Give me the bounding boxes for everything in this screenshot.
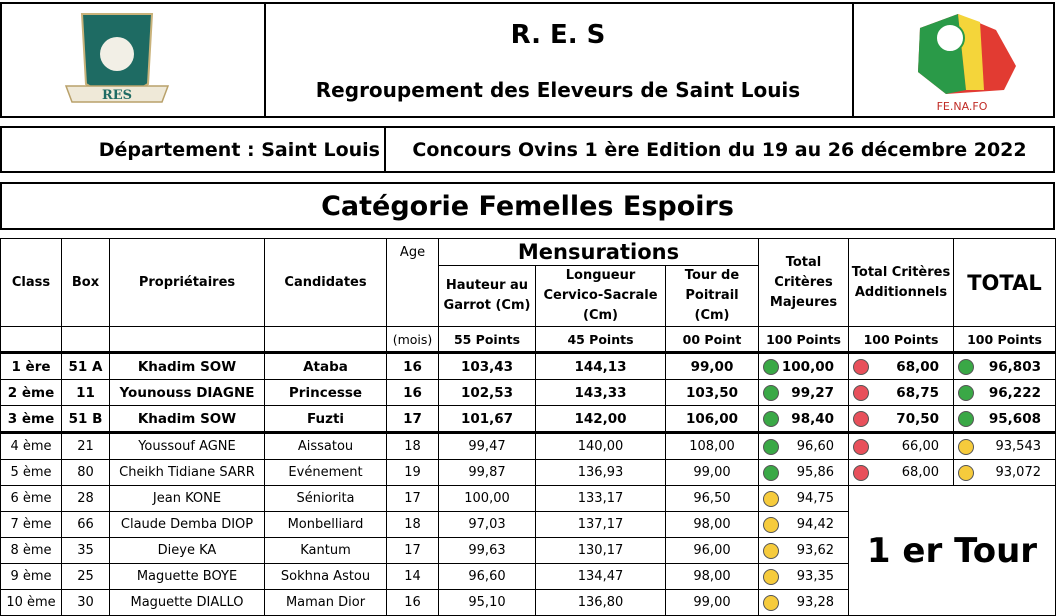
status-dot-icon xyxy=(853,465,869,481)
status-dot-icon xyxy=(958,465,974,481)
status-dot-icon xyxy=(763,385,779,401)
col-class: Class xyxy=(1,239,62,327)
cell-hauteur: 99,63 xyxy=(439,538,536,564)
cell-tcm xyxy=(759,406,849,433)
cell-tour: 106,00 xyxy=(666,406,759,433)
pts-tour: 00 Point xyxy=(666,327,759,353)
cell-tca xyxy=(849,380,954,406)
cell-owner: Cheikh Tidiane SARR xyxy=(110,460,265,486)
cell-box: 66 xyxy=(62,512,110,538)
cell-box: 28 xyxy=(62,486,110,512)
cell-candidate: Evénement xyxy=(265,460,387,486)
cell-class: 4 ème xyxy=(1,433,62,460)
status-dot-icon xyxy=(958,385,974,401)
cell-candidate: Princesse xyxy=(265,380,387,406)
cell-tour: 98,00 xyxy=(666,564,759,590)
cell-owner: Maguette BOYE xyxy=(110,564,265,590)
fenafo-logo xyxy=(852,4,1055,116)
cell-longueur: 133,17 xyxy=(536,486,666,512)
cell-total-value: 96,222 xyxy=(988,384,1041,401)
cell-tca-value: 68,00 xyxy=(901,465,939,480)
pts-tcm: 100 Points xyxy=(759,327,849,353)
cell-hauteur: 99,47 xyxy=(439,433,536,460)
cell-tca xyxy=(849,353,954,380)
cell-class: 6 ème xyxy=(1,486,62,512)
cell-tcm xyxy=(759,564,849,590)
cell-tcm-value: 94,75 xyxy=(796,491,834,506)
cell-total xyxy=(954,353,1056,380)
col-candidate: Candidates xyxy=(265,239,387,327)
cell-class: 1 ère xyxy=(1,353,62,380)
cell-owner: Khadim SOW xyxy=(110,406,265,433)
cell-owner: Jean KONE xyxy=(110,486,265,512)
cell-total-value: 95,608 xyxy=(988,410,1041,427)
cell-longueur: 134,47 xyxy=(536,564,666,590)
cell-tcm xyxy=(759,486,849,512)
cell-tour: 108,00 xyxy=(666,433,759,460)
cell-age: 17 xyxy=(387,486,439,512)
cell-candidate: Maman Dior xyxy=(265,590,387,616)
cell-tour: 103,50 xyxy=(666,380,759,406)
col-total: TOTAL xyxy=(954,239,1056,327)
cell-longueur: 136,93 xyxy=(536,460,666,486)
cell-hauteur: 102,53 xyxy=(439,380,536,406)
cell-owner: Youssouf AGNE xyxy=(110,433,265,460)
contest-label: Concours Ovins 1 ère Edition du 19 au 26 décembre 2022 xyxy=(412,138,1027,161)
status-dot-icon xyxy=(763,543,779,559)
cell-hauteur: 95,10 xyxy=(439,590,536,616)
results-table xyxy=(0,238,1056,616)
cell-class: 3 ème xyxy=(1,406,62,433)
cell-class: 5 ème xyxy=(1,460,62,486)
table-row xyxy=(1,406,1056,433)
department-label: Département : Saint Louis xyxy=(2,128,386,171)
cell-tcm-value: 100,00 xyxy=(781,358,834,375)
cell-candidate: Fuzti xyxy=(265,406,387,433)
cell-tcm xyxy=(759,512,849,538)
cell-tca xyxy=(849,406,954,433)
table-row xyxy=(1,353,1056,380)
cell-total xyxy=(954,380,1056,406)
cell-total-value: 93,543 xyxy=(995,439,1041,454)
status-dot-icon xyxy=(853,385,869,401)
cell-hauteur: 96,60 xyxy=(439,564,536,590)
cell-age: 18 xyxy=(387,433,439,460)
category-title: Catégorie Femelles Espoirs xyxy=(0,182,1055,230)
table-row xyxy=(1,486,1056,512)
cell-total xyxy=(954,460,1056,486)
cell-tcm xyxy=(759,590,849,616)
status-dot-icon xyxy=(763,491,779,507)
status-dot-icon xyxy=(763,411,779,427)
cell-box: 30 xyxy=(62,590,110,616)
cell-owner: Dieye KA xyxy=(110,538,265,564)
cell-total-value: 93,072 xyxy=(995,465,1041,480)
table-row xyxy=(1,380,1056,406)
status-dot-icon xyxy=(763,517,779,533)
cell-total xyxy=(954,433,1056,460)
cell-tca-value: 66,00 xyxy=(901,439,939,454)
cell-tcm-value: 95,86 xyxy=(796,465,834,480)
cell-box: 80 xyxy=(62,460,110,486)
pts-longueur: 45 Points xyxy=(536,327,666,353)
cell-longueur: 137,17 xyxy=(536,512,666,538)
status-dot-icon xyxy=(763,569,779,585)
cell-owner: Khadim SOW xyxy=(110,353,265,380)
cell-tca-value: 70,50 xyxy=(896,410,939,427)
cell-tour: 99,00 xyxy=(666,460,759,486)
cell-candidate: Séniorita xyxy=(265,486,387,512)
status-dot-icon xyxy=(958,439,974,455)
col-box: Box xyxy=(62,239,110,327)
cell-tcm xyxy=(759,460,849,486)
status-dot-icon xyxy=(853,439,869,455)
status-dot-icon xyxy=(763,359,779,375)
status-dot-icon xyxy=(763,595,779,611)
info-bar xyxy=(0,126,1055,173)
header-box xyxy=(0,2,1055,118)
fenafo-logo-text: FE.NA.FO xyxy=(936,100,988,113)
cell-box: 11 xyxy=(62,380,110,406)
cell-hauteur: 103,43 xyxy=(439,353,536,380)
cell-candidate: Aissatou xyxy=(265,433,387,460)
cell-tca-value: 68,75 xyxy=(896,384,939,401)
cell-hauteur: 97,03 xyxy=(439,512,536,538)
page-subtitle: Regroupement des Eleveurs de Saint Louis xyxy=(315,78,801,102)
cell-tca xyxy=(849,433,954,460)
cell-tcm-value: 94,42 xyxy=(796,517,834,532)
cell-tour: 96,50 xyxy=(666,486,759,512)
status-dot-icon xyxy=(958,359,974,375)
cell-hauteur: 99,87 xyxy=(439,460,536,486)
cell-longueur: 144,13 xyxy=(536,353,666,380)
round-label: 1 er Tour xyxy=(849,486,1056,616)
cell-total xyxy=(954,406,1056,433)
cell-box: 25 xyxy=(62,564,110,590)
col-tour: Tour de Poitrail (Cm) xyxy=(666,266,759,327)
cell-tcm-value: 93,62 xyxy=(796,543,834,558)
cell-longueur: 142,00 xyxy=(536,406,666,433)
cell-owner: Maguette DIALLO xyxy=(110,590,265,616)
col-age: Age xyxy=(387,239,439,327)
cell-box: 51 A xyxy=(62,353,110,380)
cell-tcm-value: 93,35 xyxy=(796,569,834,584)
cell-tour: 98,00 xyxy=(666,512,759,538)
cell-class: 7 ème xyxy=(1,512,62,538)
cell-tca-value: 68,00 xyxy=(896,358,939,375)
age-unit: (mois) xyxy=(387,327,439,353)
cell-tcm xyxy=(759,433,849,460)
cell-tour: 96,00 xyxy=(666,538,759,564)
res-logo xyxy=(2,4,266,116)
cell-tcm xyxy=(759,538,849,564)
col-total-criteres-majeures: Total Critères Majeures xyxy=(759,239,849,327)
cell-age: 16 xyxy=(387,380,439,406)
title-cell xyxy=(264,4,852,116)
col-longueur: Longueur Cervico-Sacrale (Cm) xyxy=(536,266,666,327)
pts-tca: 100 Points xyxy=(849,327,954,353)
cell-longueur: 140,00 xyxy=(536,433,666,460)
cell-total-value: 96,803 xyxy=(988,358,1041,375)
cell-tcm-value: 96,60 xyxy=(796,439,834,454)
status-dot-icon xyxy=(853,359,869,375)
cell-candidate: Sokhna Astou xyxy=(265,564,387,590)
status-dot-icon xyxy=(958,411,974,427)
cell-tour: 99,00 xyxy=(666,353,759,380)
cell-tca xyxy=(849,460,954,486)
cell-longueur: 130,17 xyxy=(536,538,666,564)
status-dot-icon xyxy=(763,465,779,481)
cell-tcm-value: 93,28 xyxy=(796,595,834,610)
col-hauteur: Hauteur au Garrot (Cm) xyxy=(439,266,536,327)
status-dot-icon xyxy=(853,411,869,427)
cell-class: 9 ème xyxy=(1,564,62,590)
res-logo-banner: RES xyxy=(101,88,133,103)
cell-box: 21 xyxy=(62,433,110,460)
cell-hauteur: 100,00 xyxy=(439,486,536,512)
cell-age: 14 xyxy=(387,564,439,590)
cell-class: 8 ème xyxy=(1,538,62,564)
page-title: R. E. S xyxy=(510,20,606,50)
pts-total: 100 Points xyxy=(954,327,1056,353)
status-dot-icon xyxy=(763,439,779,455)
cell-tcm xyxy=(759,353,849,380)
col-owner: Propriétaires xyxy=(110,239,265,327)
table-row xyxy=(1,433,1056,460)
cell-owner: Younouss DIAGNE xyxy=(110,380,265,406)
cell-owner: Claude Demba DIOP xyxy=(110,512,265,538)
cell-tcm xyxy=(759,380,849,406)
cell-age: 17 xyxy=(387,406,439,433)
cell-candidate: Kantum xyxy=(265,538,387,564)
cell-age: 16 xyxy=(387,590,439,616)
col-mensurations: Mensurations xyxy=(439,239,759,266)
cell-box: 35 xyxy=(62,538,110,564)
cell-age: 16 xyxy=(387,353,439,380)
cell-age: 18 xyxy=(387,512,439,538)
cell-class: 2 ème xyxy=(1,380,62,406)
table-row xyxy=(1,460,1056,486)
cell-tcm-value: 98,40 xyxy=(791,410,834,427)
cell-class: 10 ème xyxy=(1,590,62,616)
cell-age: 17 xyxy=(387,538,439,564)
pts-hauteur: 55 Points xyxy=(439,327,536,353)
cell-box: 51 B xyxy=(62,406,110,433)
cell-longueur: 143,33 xyxy=(536,380,666,406)
cell-age: 19 xyxy=(387,460,439,486)
col-total-criteres-additionnels: Total Critères Additionnels xyxy=(849,239,954,327)
cell-longueur: 136,80 xyxy=(536,590,666,616)
cell-tcm-value: 99,27 xyxy=(791,384,834,401)
cell-candidate: Ataba xyxy=(265,353,387,380)
cell-tour: 99,00 xyxy=(666,590,759,616)
cell-candidate: Monbelliard xyxy=(265,512,387,538)
cell-hauteur: 101,67 xyxy=(439,406,536,433)
